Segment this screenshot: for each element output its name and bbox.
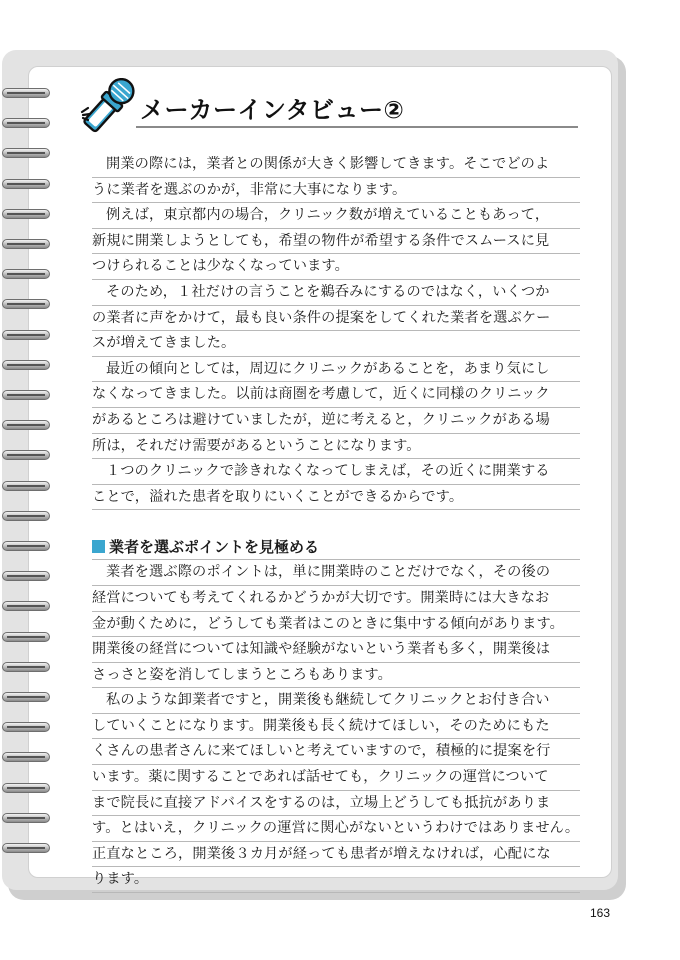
paragraph: [92, 357, 580, 459]
spiral-ring: [2, 420, 50, 430]
text-line: 開業の際には，業者との関係が大きく影響してきます。そこでどのよ: [92, 152, 580, 178]
text-line: 経営についても考えてくれるかどうかが大切です。開業時には大きなお: [92, 586, 580, 612]
text-line: ことで，溢れた患者を取りにいくことができるからです。: [92, 485, 580, 511]
text-line: していくことになります。開業後も長く続けてほしい，そのためにもた: [92, 714, 580, 740]
spiral-ring: [2, 88, 50, 98]
paragraph: [92, 459, 580, 510]
text-line: まで院長に直接アドバイスをするのは，立場上どうしても抵抗がありま: [92, 791, 580, 817]
spiral-ring: [2, 209, 50, 219]
spiral-ring: [2, 390, 50, 400]
text-line: 所は，それだけ需要があるということになります。: [92, 434, 580, 460]
text-line: 私のような卸業者ですと，開業後も継続してクリニックとお付き合い: [92, 688, 580, 714]
text-line: 金が動くために，どうしても業者はこのときに集中する傾向があります。: [92, 612, 580, 638]
microphone-icon: [78, 78, 138, 134]
title-underline: [136, 126, 578, 128]
square-bullet-icon: [92, 540, 105, 553]
text-line: ります。: [92, 867, 580, 893]
spiral-binding: [0, 88, 56, 878]
text-line: スが増えてきました。: [92, 331, 580, 357]
spiral-ring: [2, 360, 50, 370]
spiral-ring: [2, 330, 50, 340]
interview-header: [78, 78, 578, 130]
section-heading: [92, 534, 580, 560]
spiral-ring: [2, 118, 50, 128]
page-title: メーカーインタビュー②: [140, 96, 405, 124]
text-line: うに業者を選ぶのかが，非常に大事になります。: [92, 178, 580, 204]
spiral-ring: [2, 752, 50, 762]
text-line: があるところは避けていましたが，逆に考えると，クリニックがある場: [92, 408, 580, 434]
article-body: [92, 152, 580, 893]
text-line: つけられることは少なくなっています。: [92, 254, 580, 280]
spiral-ring: [2, 450, 50, 460]
spiral-ring: [2, 692, 50, 702]
section-heading-text: 業者を選ぶポイントを見極める: [109, 538, 320, 557]
spiral-ring: [2, 813, 50, 823]
paragraph: [92, 688, 580, 893]
paragraph: [92, 280, 580, 357]
spiral-ring: [2, 722, 50, 732]
spiral-ring: [2, 511, 50, 521]
text-line: さっさと姿を消してしまうところもあります。: [92, 663, 580, 689]
paragraph: [92, 152, 580, 203]
spiral-ring: [2, 269, 50, 279]
spiral-ring: [2, 148, 50, 158]
text-line: 最近の傾向としては，周辺にクリニックがあることを，あまり気にし: [92, 357, 580, 383]
text-line: くさんの患者さんに来てほしいと考えていますので，積極的に提案を行: [92, 739, 580, 765]
text-line: なくなってきました。以前は商圏を考慮して，近くに同様のクリニック: [92, 382, 580, 408]
spiral-ring: [2, 571, 50, 581]
spiral-ring: [2, 481, 50, 491]
text-line: す。とはいえ，クリニックの運営に関心がないというわけではありません。: [92, 816, 580, 842]
spiral-ring: [2, 662, 50, 672]
spiral-ring: [2, 601, 50, 611]
text-line: 例えば，東京都内の場合，クリニック数が増えていることもあって，: [92, 203, 580, 229]
spiral-ring: [2, 239, 50, 249]
spiral-ring: [2, 299, 50, 309]
text-line: の業者に声をかけて，最も良い条件の提案をしてくれた業者を選ぶケー: [92, 306, 580, 332]
spiral-ring: [2, 783, 50, 793]
text-line: 正直なところ，開業後３カ月が経っても患者が増えなければ，心配にな: [92, 842, 580, 868]
text-line: １つのクリニックで診きれなくなってしまえば，その近くに開業する: [92, 459, 580, 485]
text-line: います。薬に関することであれば話せても，クリニックの運営について: [92, 765, 580, 791]
paragraph: [92, 203, 580, 280]
text-line: そのため，１社だけの言うことを鵜呑みにするのではなく，いくつか: [92, 280, 580, 306]
page-number: 163: [590, 906, 611, 920]
text-line: 開業後の経営については知識や経験がないという業者も多く，開業後は: [92, 637, 580, 663]
text-line: 業者を選ぶ際のポイントは，単に開業時のことだけでなく，その後の: [92, 560, 580, 586]
spiral-ring: [2, 843, 50, 853]
spiral-ring: [2, 632, 50, 642]
spiral-ring: [2, 179, 50, 189]
spiral-ring: [2, 541, 50, 551]
section-gap: [92, 510, 580, 534]
text-line: 新規に開業しようとしても，希望の物件が希望する条件でスムースに見: [92, 229, 580, 255]
paragraph: [92, 560, 580, 688]
